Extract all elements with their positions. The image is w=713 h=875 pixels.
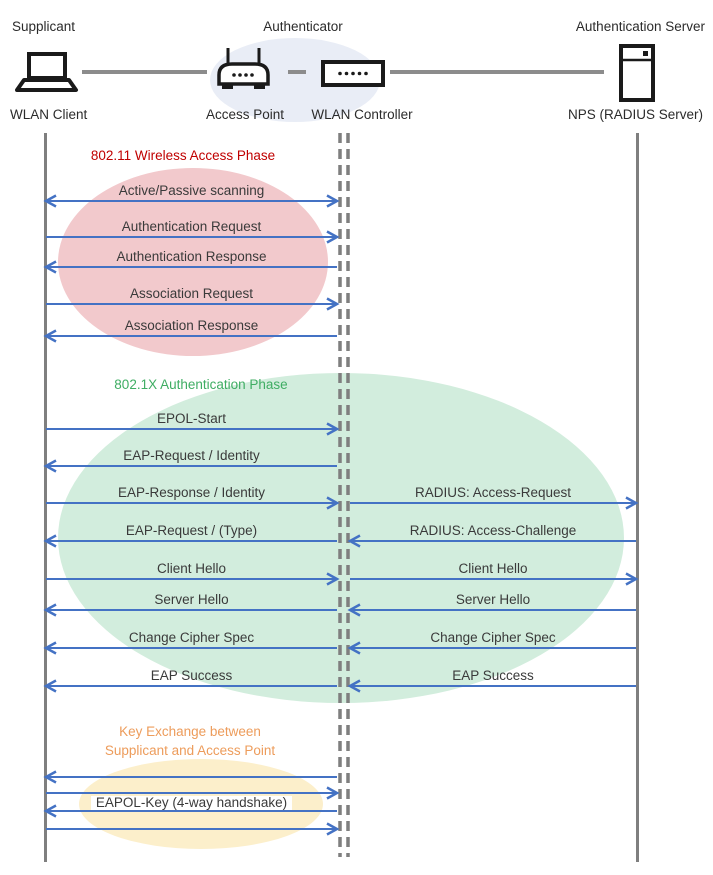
role-label-authenticator: Authenticator [263,19,343,34]
laptop-icon [17,54,76,90]
phase-title-key-exchange-line1: Key Exchange between [119,724,261,739]
message-label: EAP-Response / Identity [117,485,266,500]
phase-title-wireless-access: 802.11 Wireless Access Phase [90,148,276,163]
wlan-controller-icon [323,62,383,85]
node-label-access-point: Access Point [205,107,285,122]
message-label: RADIUS: Access-Request [414,485,572,500]
role-label-supplicant: Supplicant [12,19,76,34]
message-label: Association Response [124,318,259,333]
message-label: EPOL-Start [156,411,227,426]
node-label-wlan-controller: WLAN Controller [311,107,413,122]
message-label: EAP Success [452,668,534,683]
message-label: Change Cipher Spec [430,630,556,645]
phase-title-authentication: 802.1X Authentication Phase [114,377,288,392]
role-label-authentication-server: Authentication Server [575,19,705,34]
message-label: Server Hello [154,592,229,607]
message-label: EAP-Request / (Type) [125,523,258,538]
phase-title-key-exchange [60,722,320,760]
message-label: Change Cipher Spec [128,630,255,645]
message-label: Server Hello [455,592,531,607]
message-label: Authentication Request [121,219,262,234]
message-label: EAP-Request / Identity [123,448,260,463]
message-label: RADIUS: Access-Challenge [409,523,577,538]
message-label: Association Request [129,286,254,301]
message-label: Authentication Response [116,249,267,264]
message-label: Client Hello [156,561,227,576]
server-icon [621,46,653,100]
node-label-nps-radius-server: NPS (RADIUS Server) [567,107,704,122]
message-label: EAPOL-Key (4-way handshake) [51,796,332,810]
node-label-wlan-client: WLAN Client [10,107,88,122]
message-label: EAP Success [150,668,233,683]
message-label: Active/Passive scanning [118,183,265,198]
message-label: Client Hello [458,561,528,576]
phase-title-key-exchange-line2: Supplicant and Access Point [104,743,276,758]
